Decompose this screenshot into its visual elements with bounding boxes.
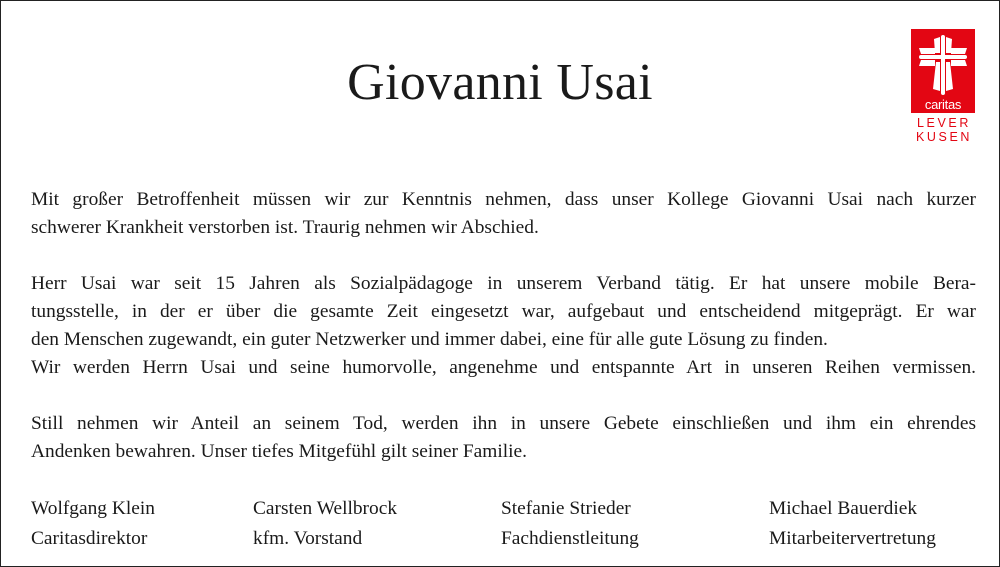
text-line: Herr Usai war seit 15 Jahren als Sozialpädagoge in unserem Verband tätig. Er hat unsere mobile Bera- — [31, 273, 976, 294]
signatory-role: Fachdienstleitung — [501, 528, 639, 549]
deceased-name-title: Giovanni Usai — [347, 54, 653, 111]
text-line: den Menschen zugewandt, ein guter Netzwerker und immer dabei, eine für alle gute Lösung zu finden. — [31, 329, 828, 350]
paragraph-tribute — [31, 270, 976, 382]
caritas-flame-cross-icon — [911, 29, 975, 113]
signatory-4 — [769, 494, 936, 554]
logo-brand-text: caritas — [924, 97, 962, 112]
paragraph-condolence — [31, 410, 976, 466]
signatory-name: Stefanie Strieder — [501, 498, 631, 519]
caritas-logo — [911, 29, 977, 144]
logo-city-line-2: KUSEN — [915, 130, 973, 144]
obituary-text — [31, 186, 976, 466]
text-line: Wir werden Herrn Usai und seine humorvolle, angenehme und entspannte Art in unseren Reihen vermissen. — [31, 357, 976, 378]
signatory-2 — [253, 494, 397, 554]
text-line: Andenken bewahren. Unser tiefes Mitgefühl gilt seiner Familie. — [31, 441, 527, 462]
signatory-name: Carsten Wellbrock — [253, 498, 398, 519]
signatory-role: Mitarbeitervertretung — [769, 528, 936, 549]
signatory-1 — [31, 494, 155, 554]
text-line: Mit großer Betroffenheit müssen wir zur Kenntnis nehmen, dass unser Kollege Giovanni Usai nach kurzer — [31, 189, 976, 210]
paragraph-announcement — [31, 186, 976, 242]
text-line: Still nehmen wir Anteil an seinem Tod, werden ihn in unsere Gebete einschließen und ihm ein ehrendes — [31, 413, 976, 434]
signatory-name: Michael Bauerdiek — [769, 498, 918, 519]
logo-city-line-1: LEVER — [917, 116, 971, 130]
signatory-role: kfm. Vorstand — [253, 528, 363, 549]
signatory-name: Wolfgang Klein — [31, 498, 155, 519]
text-line: schwerer Krankheit verstorben ist. Traurig nehmen wir Abschied. — [31, 217, 539, 238]
signatory-role: Caritasdirektor — [31, 528, 148, 549]
text-line: tungsstelle, in der er über die gesamte Zeit eingesetzt war, aufgebaut und entscheidend mitgeprägt. Er war — [31, 301, 976, 322]
signatory-3 — [501, 494, 639, 554]
